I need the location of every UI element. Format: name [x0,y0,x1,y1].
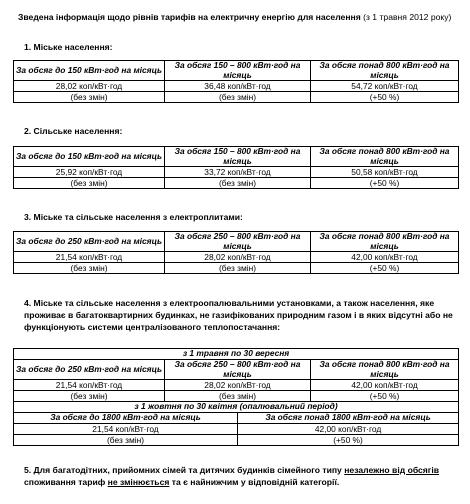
tariff-note: (без змін) [14,178,165,189]
tariff-note: (+50 %) [311,178,459,189]
tariff-value: 42,00 коп/кВт·год [311,252,459,263]
tariff-note: (без змін) [14,263,165,274]
period-row [14,349,459,360]
table-row [14,424,459,435]
table-row [14,178,459,189]
sec5-underlined: незалежно від обсягів [344,465,440,475]
period-summer: з 1 травня по 30 вересня [14,349,459,360]
table-row [14,263,459,274]
section-1-table [13,60,459,103]
sec5-underlined: не змінюється [107,477,170,487]
table-row [14,252,459,263]
tariff-value: 54,72 коп/кВт·год [311,81,459,92]
tariff-value: 21,54 коп/кВт·год [14,252,165,263]
tariff-note: (+50 %) [311,391,459,402]
period-heating: з 1 жовтня по 30 квітня (опалювальний період) [14,402,459,413]
tariff-value: 42,00 коп/кВт·год [311,380,459,391]
table-row [14,435,459,446]
header-cell: За обсяг 150 – 800 кВт·год на місяць [165,147,311,167]
table-row [14,391,459,402]
tariff-note: (без змін) [165,391,311,402]
title-main: Зведена інформація щодо рівнів тарифів на електричну енергію для населення [18,12,361,22]
header-cell: За обсяг понад 800 кВт·год на місяць [311,360,459,380]
section-2-table [13,146,459,189]
sec5-text: споживання тариф [24,477,108,487]
tariff-value: 25,92 коп/кВт·год [14,167,165,178]
header-cell: За обсяг 250 – 800 кВт·год на місяць [165,360,311,380]
tariff-note: (+50 %) [311,92,459,103]
tariff-value: 21,54 коп/кВт·год [14,424,238,435]
section-1-heading: 1. Міське населення: [24,42,113,52]
section-4-table [13,348,459,446]
tariff-note: (без змін) [165,92,311,103]
table-header-row [14,413,459,424]
header-cell: За обсяг до 250 кВт·год на місяць [14,232,165,252]
header-cell: За обсяг понад 1800 кВт·год на місяць [238,413,459,424]
header-cell: За обсяг до 1800 кВт·год на місяць [14,413,238,424]
table-row [14,92,459,103]
tariff-note: (без змін) [14,435,238,446]
tariff-value: 28,02 коп/кВт·год [165,252,311,263]
table-header-row [14,360,459,380]
tariff-note: (+50 %) [238,435,459,446]
sec5-text: та є найнижчим у відповідній категорії. [169,477,340,487]
section-5-text [24,464,456,488]
section-2-heading: 2. Сільське населення: [24,126,123,136]
tariff-value: 50,58 коп/кВт·год [311,167,459,178]
header-cell: За обсяг понад 800 кВт·год на місяць [311,232,459,252]
section-4-heading: 4. Міське та сільське населення з електроопалювальними установками, а також населення, яке проживає в багатоквартирних будинках, не газифікованих природним газом і в яких відсутні або не функціонують системи централізованого теплопостачання: [24,298,453,332]
table-header-row [14,232,459,252]
header-cell: За обсяг 150 – 800 кВт·год на місяць [165,61,311,81]
table-header-row [14,147,459,167]
tariff-note: (без змін) [14,92,165,103]
title-date: (з 1 травня 2012 року) [360,12,452,22]
table-row [14,380,459,391]
header-cell: За обсяг до 250 кВт·год на місяць [14,360,165,380]
tariff-value: 28,02 коп/кВт·год [165,380,311,391]
period-row [14,402,459,413]
table-header-row [14,61,459,81]
tariff-note: (без змін) [165,178,311,189]
tariff-note: (+50 %) [311,263,459,274]
header-cell: За обсяг понад 800 кВт·год на місяць [311,147,459,167]
header-cell: За обсяг понад 800 кВт·год на місяць [311,61,459,81]
header-cell: За обсяг 250 – 800 кВт·год на місяць [165,232,311,252]
tariff-value: 28,02 коп/кВт·год [14,81,165,92]
tariff-value: 36,48 коп/кВт·год [165,81,311,92]
sec5-text: 5. Для багатодітних, прийомних сімей та дитячих будинків сімейного типу [24,465,345,475]
tariff-value: 42,00 коп/кВт·год [238,424,459,435]
section-3-heading: 3. Міське та сільське населення з електроплитами: [24,212,243,222]
tariff-value: 33,72 коп/кВт·год [165,167,311,178]
tariff-note: (без змін) [14,391,165,402]
tariff-value: 21,54 коп/кВт·год [14,380,165,391]
table-row [14,167,459,178]
table-row [14,81,459,92]
page-title [18,12,463,23]
header-cell: За обсяг до 150 кВт·год на місяць [14,147,165,167]
tariff-note: (без змін) [165,263,311,274]
section-3-table [13,231,459,274]
header-cell: За обсяг до 150 кВт·год на місяць [14,61,165,81]
